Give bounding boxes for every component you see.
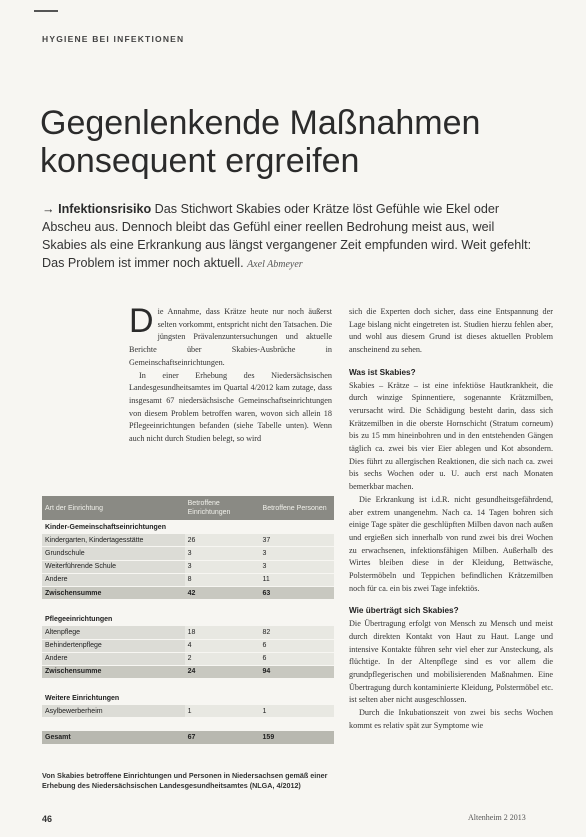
paragraph: Die Übertragung erfolgt von Mensch zu Mensch und meist durch direkten Kontakt von Haut zu Haut. Lange und intensive Kontakte führen sehr viel eher zur Ansteckung, als flüchtige. In der Altenpflege sind es vor allem die grundpflegerischen und mobilisierenden Maßnahmen. Eine Übertragung durch kontaminierte Kleidung, Polstermöbel etc. ist selten aber nicht ausgeschlossen. xyxy=(349,619,553,705)
body-column-1 xyxy=(129,302,332,446)
paragraph: Durch die Inkubationszeit von zwei bis sechs Wochen kommt es relativ spät zur Symptome wie xyxy=(349,708,553,730)
lead-text: Das Stichwort Skabies oder Krätze löst Gefühle wie Ekel oder Abscheu aus. Dennoch bleibt das Gefühl einer reellen Bedrohung meist aus, weil Skabies als eine Erkrankung aus längst vergangener Zeit empfunden wird. Weit gefehlt: Das Problem ist immer noch aktuell. xyxy=(42,202,532,270)
top-rule xyxy=(34,10,58,12)
caption-lead: Von Skabies betroffene xyxy=(42,771,122,780)
table-row: Altenpflege 18 82 xyxy=(42,626,334,639)
table-total-row: Gesamt 67 159 xyxy=(42,731,334,744)
table-header xyxy=(42,496,334,521)
table-row: Grundschule 3 3 xyxy=(42,547,334,560)
title-line-1: Gegenlenkende Maßnahmen xyxy=(40,104,481,142)
header-cell: Art der Einrichtung xyxy=(42,496,185,521)
table-row: Asylbewerberheim 1 1 xyxy=(42,705,334,718)
table-subtotal-row: Zwischensumme 42 63 xyxy=(42,586,334,599)
lead-keyword: Infektionsrisiko xyxy=(58,202,152,216)
table-subtotal-row: Zwischensumme 24 94 xyxy=(42,665,334,678)
body-column-2 xyxy=(349,306,553,733)
table-row: Behindertenpflege 4 6 xyxy=(42,639,334,652)
caption-text: Einrichtungen und Personen in Niedersachsen gemäß einer Erhebung des Niedersächsischen Landesgesundheitsamtes (NLGA, 4/2012) xyxy=(42,771,328,790)
paragraph: In einer Erhebung des Niedersächsischen Landesgesundheitsamtes im Quartal 4/2012 kam zutage, dass insgesamt 67 niedersächsische Gemeinschaftseinrichtungen von diesem Problem betroffen waren, wovon sich allein 18 Pflegeeinrichtungen befanden (siehe Tabelle unten). Wenn auch nicht durch Studien belegt, so wird xyxy=(129,370,332,444)
table-caption xyxy=(42,771,342,791)
table-group-heading: Kinder-Gemeinschaftseinrichtungen xyxy=(42,521,334,534)
table-row: Andere 8 11 xyxy=(42,573,334,586)
paragraph: Die Erkrankung ist i.d.R. nicht gesundheitsgefährdend, aber extrem unangenehm. Nach ca. 14 Tagen bohren sich einige Tage später die geschlüpften Milben davon nach außen und ergießen sich innerhalb von rund zwei bis drei Wochen zu erwachsenen, infektionsfähigen Milben. Außerhalb des Wirtes bleiben diese in der Kleidung, Bettwäsche, Polstermöbeln und Teppichen befindlichen Krätzemilben noch für ca. ein bis zwei Tage infektiös. xyxy=(349,494,553,593)
table-spacer xyxy=(42,600,334,613)
table-spacer xyxy=(42,679,334,692)
paragraph: Skabies – Krätze – ist eine infektiöse Hautkrankheit, die durch winzige Spinnentiere, sogenannte Krätzmilben, verursacht wird. Die Schädigung besteht darin, dass sich Krätzemilben in die oberste Hornschicht (Stratum corneum) bis zu 15 mm hineinbohren und in den entstehenden Gängen täglich ca. zwei bis vier Eier ablegen und Kot absondern. Dies führt zu allergischen Reaktionen, die sich nach ca. zwei bis sechs Wochen oder u. U. auch erst nach Monaten bemerkbar machen. xyxy=(349,380,553,492)
skabies-table xyxy=(42,496,334,745)
page-number: 46 xyxy=(42,814,53,824)
section-label: HYGIENE BEI INFEKTIONEN xyxy=(42,34,185,44)
title-line-2: konsequent ergreifen xyxy=(40,142,360,180)
footer-publication: Altenheim 2 2013 xyxy=(468,813,526,822)
article-title xyxy=(40,104,560,180)
drop-cap: D xyxy=(129,302,154,340)
header-cell: Betroffene Personen xyxy=(260,496,334,521)
arrow-icon: → xyxy=(42,202,55,216)
table-group-heading: Weitere Einrichtungen xyxy=(42,692,334,705)
subheading: Wie überträgt sich Skabies? xyxy=(349,606,459,616)
table-row: Kindergarten, Kindertagesstätte 26 37 xyxy=(42,534,334,547)
author: Axel Abmeyer xyxy=(247,259,303,270)
table-group-heading: Pflegeeinrichtungen xyxy=(42,613,334,626)
subheading: Was ist Skabies? xyxy=(349,367,416,377)
paragraph: ie Annahme, dass Krätze heute nur noch äußerst selten vorkommt, entspricht nicht den Tatsachen. Die jüngsten Prävalenzuntersuchungen und aktuelle Berichte über Skabies-Ausbrüche in Gemeinschaftseinrichtungen. xyxy=(129,307,332,367)
table-spacer xyxy=(42,718,334,731)
paragraph: sich die Experten doch sicher, dass eine Entspannung der Lage bislang nicht eingetreten ist. Studien hierzu fehlen aber, und wohl aus diesem Grund ist dieses aktuellen Problem anscheinend zu sehen. xyxy=(349,307,553,355)
table-row: Weiterführende Schule 3 3 xyxy=(42,560,334,573)
table-row: Andere 2 6 xyxy=(42,652,334,665)
article-lead xyxy=(42,200,542,274)
header-cell: Betroffene Einrichtungen xyxy=(185,496,260,521)
